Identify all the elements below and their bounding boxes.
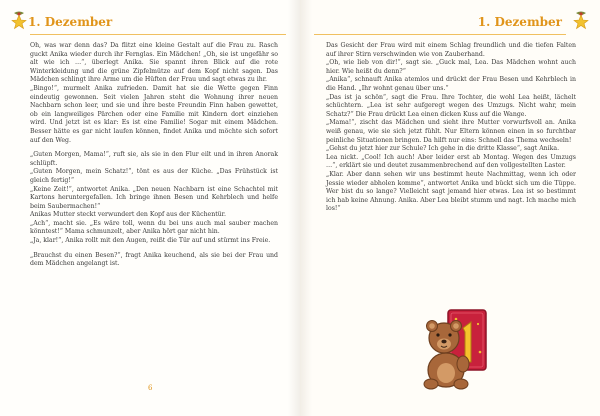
left-page-header [10,10,286,36]
paragraph: Das Gesicht der Frau wird mit einem Schlag freundlich und die tiefen Falten auf ihrer Stirn verschwinden wie von Zauberhand. [326,42,576,58]
paragraph: „Klar. Aber dann sehen wir uns bestimmt heute Nachmittag, wenn ich oder Jessie wieder abholen komme“, antwortet Anika und bückt sich um die Tüppe. Wer bist du so lange? Vielleicht sagt jemand hier etwas. Lea ist so bestimmt ich hab keine Ahnung. Anika. Aber Lea bleibt stumm und nagt. Ich mache mich los!“ [326,170,576,213]
teddy-bear-icon [420,304,498,390]
paragraph: Lea nickt. „Cool! Ich auch! Aber leider erst ab Montag. Wegen des Umzugs …“, erklärt sie und deutet zusammenbrechend auf den vollgestellten Laster. [326,153,576,170]
chapter-title: 1. Dezember [28,15,113,29]
paragraph: „Guten Morgen, mein Schatz!“, tönt es aus der Küche. „Das Frühstück ist gleich fertig!“ [30,168,278,184]
page-number: 6 [148,384,153,392]
header-divider [30,34,286,35]
paragraph: „Oh, wie lieb von dir!“, sagt sie. „Guck mal, Lea. Das Mädchen wohnt auch hier. Wie heißt du denn?“ [326,59,576,75]
paragraph: „Ach“, macht sie. „Es wäre toll, wenn du bei uns auch mal sauber machen könntest!“ Mama schmunzelt, aber Anika hört gar nicht hin. [30,219,278,236]
book-gutter [288,0,312,416]
left-page-text [30,42,278,269]
header-divider [314,34,566,35]
paragraph: „Mama!“, zischt das Mädchen und sieht ihre Mutter vorwurfsvoll an. Anika weiß genau, wie sie sich jetzt fühlt. Nur Eltern können einen in so furchtbar peinliche Situationen bringen. Da hilft nur eins: Schnell das Thema wechseln! [326,119,576,144]
paragraph: „Keine Zeit!“, antwortet Anika. „Den neuen Nachbarn ist eine Schachtel mit Kartons heruntergefallen. Ich bringe ihnen Besen und Kehrblech und helfe beim Saubermachen!“ [30,185,278,210]
right-page-text [326,42,576,214]
chapter-title: 1. Dezember [477,15,562,29]
paragraph: „Das ist ja schön“, sagt die Frau. Ihre Tochter, die wohl Lea heißt, lächelt schüchtern. „Lea ist sehr aufgeregt wegen des Umzugs. Nicht wahr, mein Schatz?“ Die Frau drückt Lea einen dicken Kuss auf die Wange. [326,93,576,118]
paragraph: „Brauchst du einen Besen?“, fragt Anika keuchend, als sie bei der Frau und dem Mädchen angelangt ist. [30,251,278,268]
paragraph: „Guten Morgen, Mama!“, ruft sie, als sie in den Flur eilt und in ihren Anorak schlüpft. [30,151,278,167]
paragraph: „Anika“, schnauft Anika atemlos und drückt der Frau Besen und Kehrblech in die Hand. „Ihr wohnt genau über uns.“ [326,76,576,92]
paragraph: „Ja, klar!“, Anika rollt mit den Augen, reißt die Tür auf und stürmt ins Freie. [30,237,271,245]
christmas-star-icon [572,10,590,32]
christmas-star-icon [10,10,28,32]
paragraph: Oh, was war denn das? Da flitzt eine kleine Gestalt auf die Frau zu. Rasch guckt Anika wieder durch ihr Fernglas. Ein Mädchen! „Oh, sie ist ungefähr so alt wie ich …“, überlegt Anika. Sie spannt ihren Blick auf die rote Winterkleidung und die grüne Zipfelmütze auf dem Kopf nicht sagen. Das Mädchen schlingt ihre Arme um die Hüften der Frau und sagt etwas zu ihr. [30,42,278,84]
paragraph: Anikas Mutter steckt verwundert den Kopf aus der Küchentür. [30,211,226,219]
right-page-header [314,10,590,36]
paragraph: „Bingo!“, murmelt Anika zufrieden. Damit hat sie die Wette gegen Finn eindeutig gewonnen. Seit vielen Jahren steht die Wohnung ihrer neuen Nachbarn schon leer, und sie und ihre beste Freundin Finn haben gewettet, ob ein langweiliges Pärchen oder eine Familie mit Kindern dort einziehen wird. Und jetzt ist es klar: Es ist eine Familie! Sogar mit einem Mädchen. Besser hätte es gar nicht laufen können, findet Anika und möchte sich sofort auf den Weg. [30,84,278,144]
paragraph: „Gehst du jetzt hier zur Schule? Ich gehe in die dritte Klasse“, sagt Anika. [326,145,560,153]
